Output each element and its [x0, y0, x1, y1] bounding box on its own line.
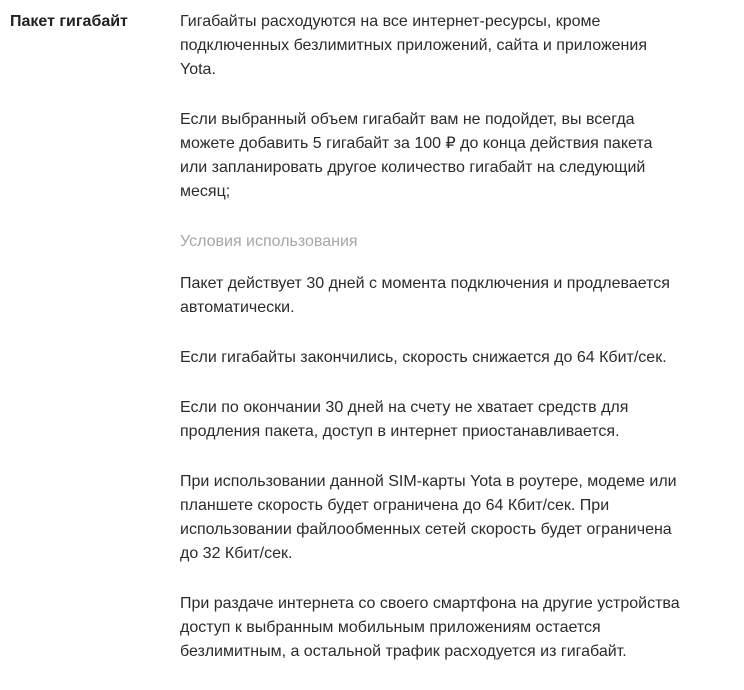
paragraph-tethering: При раздаче интернета со своего смартфона на другие устройства доступ к выбранным мобильным приложениям остается безлимитным, а остальной трафик расходуется из гигабайт. — [180, 595, 680, 660]
paragraph-insufficient-funds: Если по окончании 30 дней на счету не хватает средств для продления пакета, доступ в интернет приостанавливается. — [180, 399, 629, 440]
paragraph-package-duration: Пакет действует 30 дней с момента подключения и продлевается автоматически. — [180, 275, 670, 316]
row-label-gigabyte-package: Пакет гигабайт — [10, 13, 128, 30]
paragraph-sim-in-router: При использовании данной SIM-карты Yota в роутере, модеме или планшете скорость будет ограничена до 64 Кбит/сек. При использовании файлообменных сетей скорость будет ограничена до 32 Кбит/сек. — [180, 473, 677, 562]
paragraph-add-gigabytes: Если выбранный объем гигабайт вам не подойдет, вы всегда можете добавить 5 гигабайт за 100 ₽ до конца действия пакета или запланировать другое количество гигабайт на следующий месяц; — [180, 111, 653, 200]
paragraph-gigabytes-usage: Гигабайты расходуются на все интернет-ресурсы, кроме подключенных безлимитных приложений, сайта и приложения Yota. — [180, 13, 647, 78]
paragraph-speed-reduction: Если гигабайты закончились, скорость снижается до 64 Кбит/сек. — [180, 349, 667, 366]
tariff-description — [180, 10, 680, 690]
subheading-usage-terms: Условия использования — [180, 233, 358, 250]
